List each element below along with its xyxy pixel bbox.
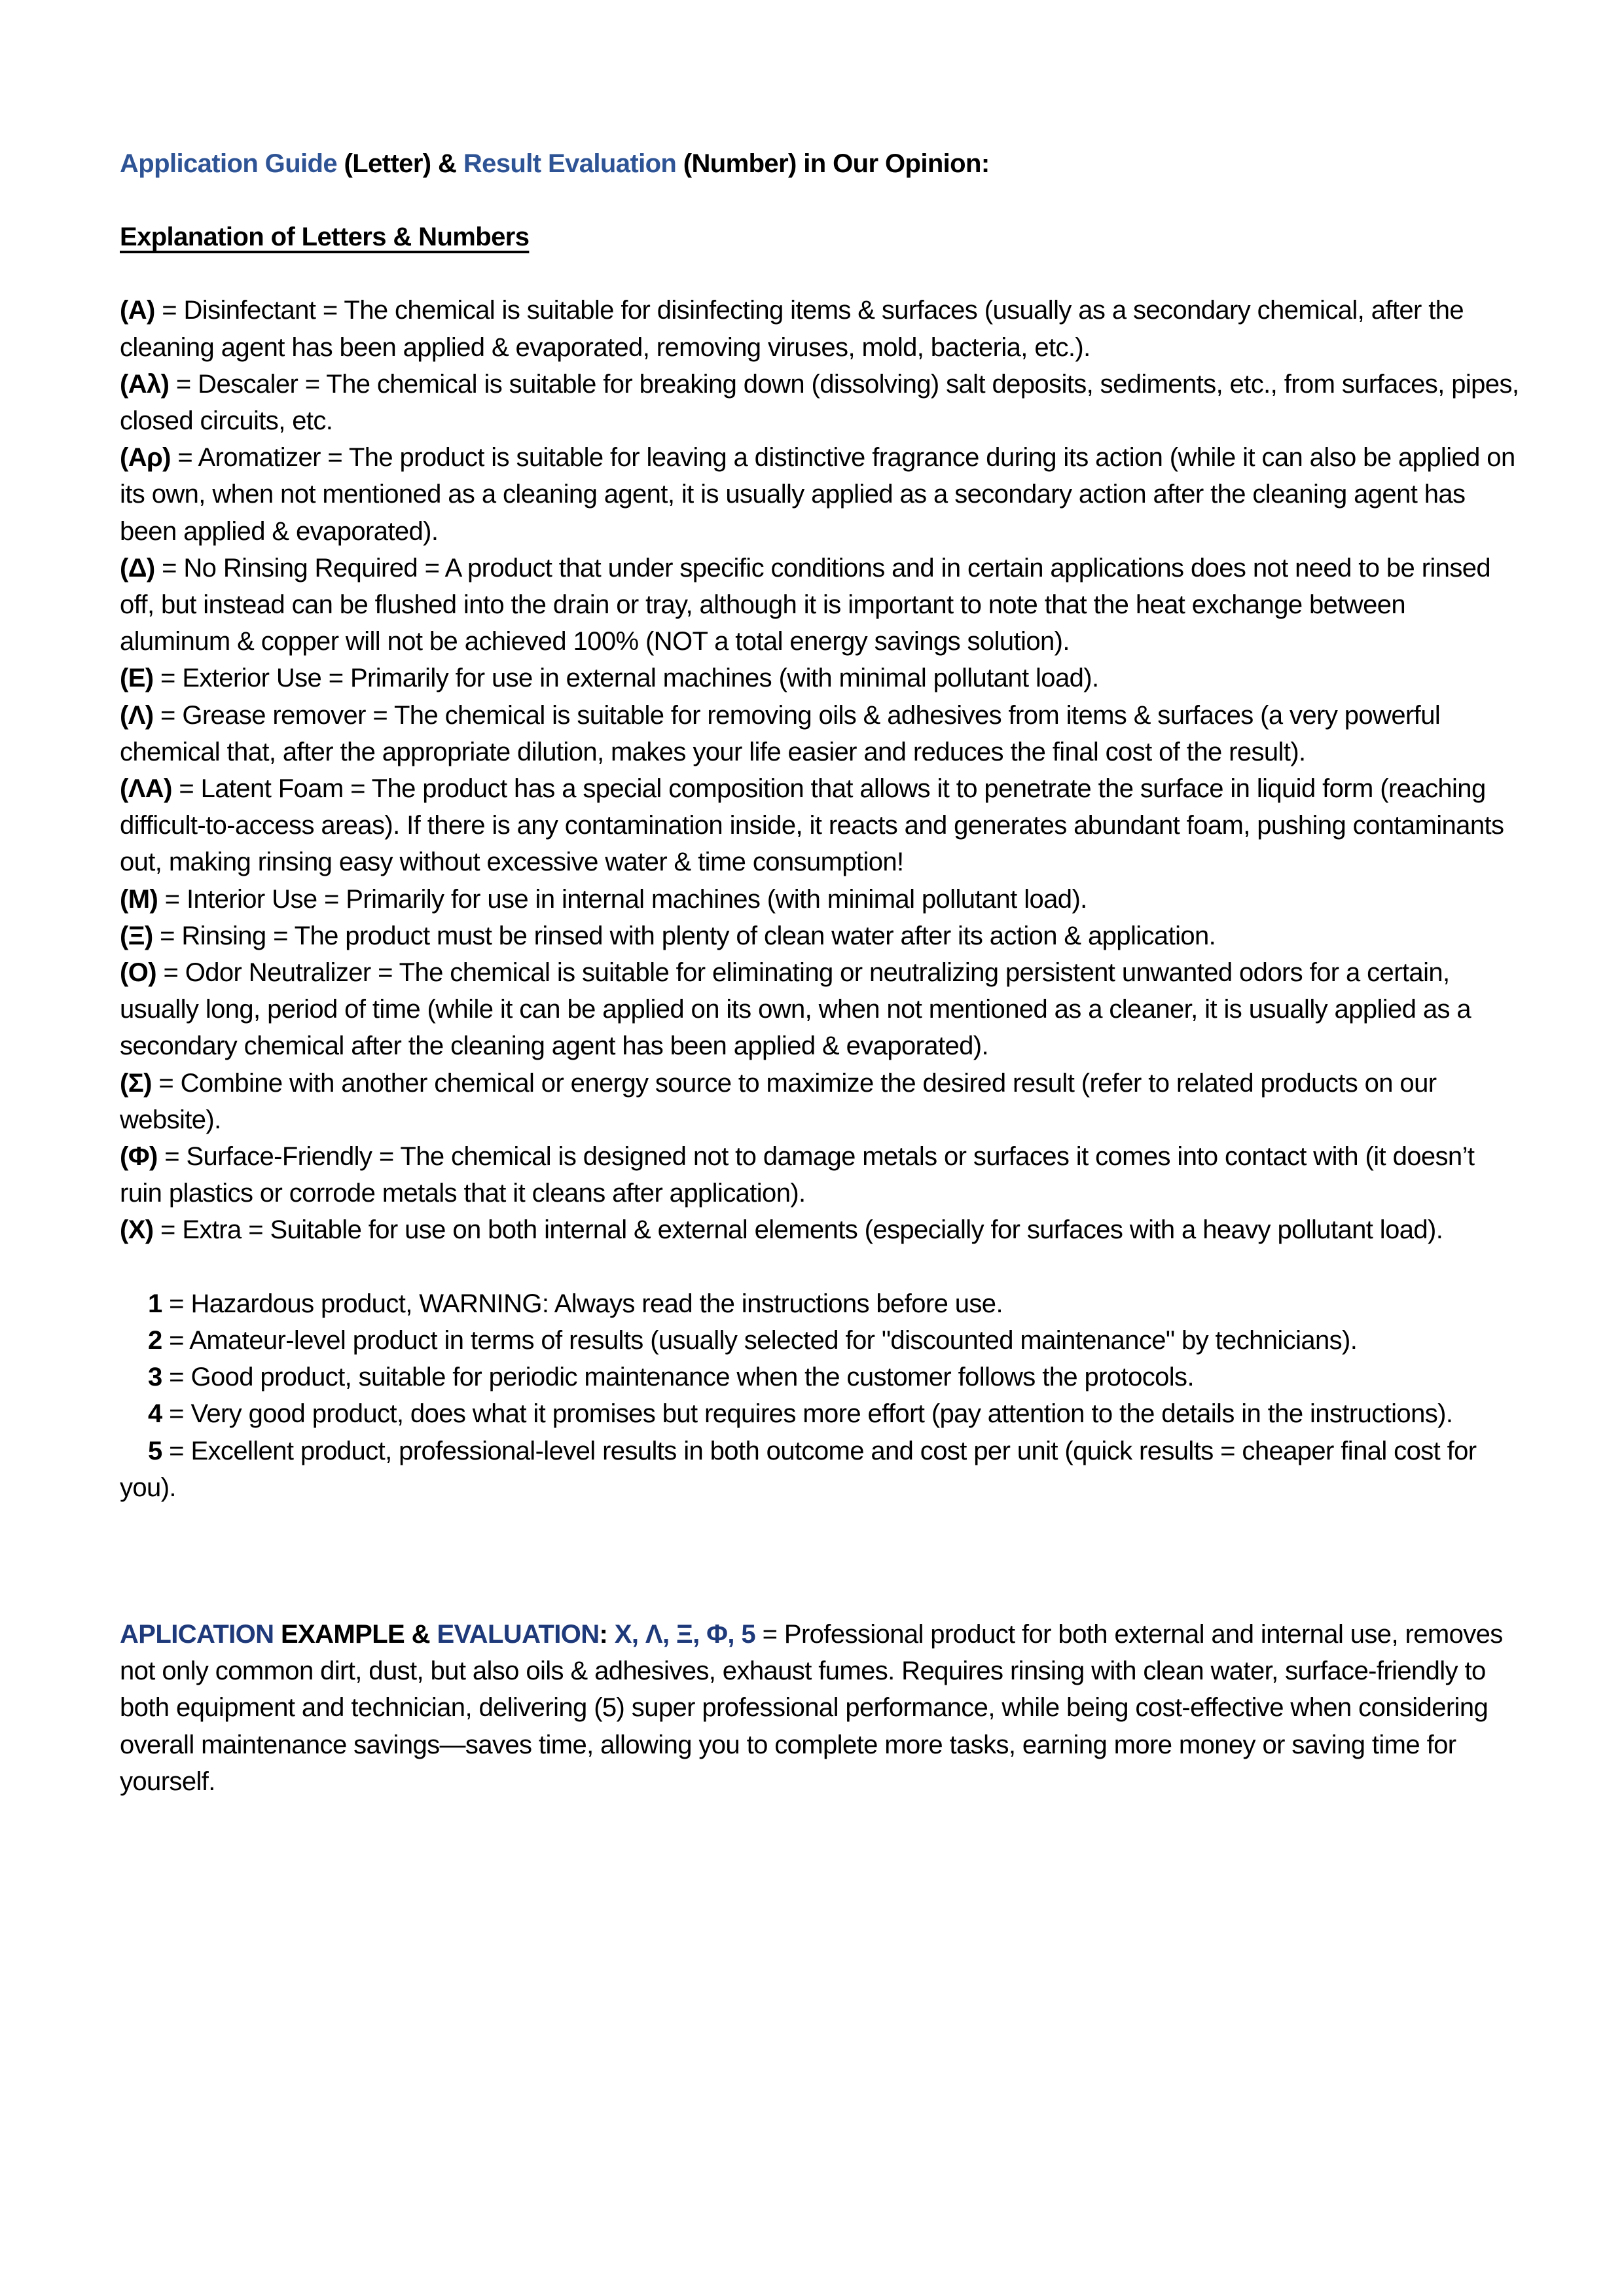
rating-text: = Very good product, does what it promises but requires more effort (pay attention to the details in the instructions). bbox=[162, 1399, 1453, 1429]
definition-item bbox=[120, 881, 1521, 918]
definition-code: (Ξ) bbox=[120, 921, 153, 950]
rating-item bbox=[120, 1395, 1521, 1432]
rating-number: 1 bbox=[148, 1289, 162, 1318]
example-label-application: APLICATION bbox=[120, 1619, 274, 1649]
definition-code: (Aρ) bbox=[120, 443, 171, 473]
rating-item bbox=[120, 1359, 1521, 1395]
rating-item bbox=[120, 1285, 1521, 1322]
definition-text: = Exterior Use = Primarily for use in external machines (with minimal pollutant load). bbox=[153, 664, 1099, 693]
definition-text: = Extra = Suitable for use on both internal & external elements (especially for surfaces with a heavy pollutant load). bbox=[153, 1215, 1443, 1245]
example-text: = Professional product for both external and internal use, removes not only common dirt, dust, but also oils & adhesives, exhaust fumes. Requires rinsing with clean water, surface-friendly to both equipment and technician, delivering (5) super professional performance, while being cost-effective when considering overall maintenance savings—saves time, allowing you to complete more tasks, earning more money or saving time for yourself. bbox=[120, 1619, 1503, 1796]
definition-code: (ΛA) bbox=[120, 774, 172, 804]
title-number: (Number) in Our Opinion: bbox=[676, 149, 990, 178]
definition-text: = Disinfectant = The chemical is suitable for disinfecting items & surfaces (usually as a secondary chemical, after the cleaning agent has been applied & evaporated, removing viruses, mold, bacteria, etc.). bbox=[120, 296, 1464, 362]
definition-item bbox=[120, 954, 1521, 1065]
example-label-example: EXAMPLE & bbox=[274, 1619, 437, 1649]
example-label-evaluation: EVALUATION bbox=[437, 1619, 600, 1649]
section-heading: Explanation of Letters & Numbers bbox=[120, 223, 530, 252]
title-letter: (Letter) & bbox=[337, 149, 463, 178]
definition-text: = Descaler = The chemical is suitable for breaking down (dissolving) salt deposits, sediments, etc., from surfaces, pipes, closed circuits, etc. bbox=[120, 369, 1519, 436]
rating-number: 5 bbox=[148, 1436, 162, 1465]
definition-text: = Combine with another chemical or energy source to maximize the desired result (refer to related products on our website). bbox=[120, 1068, 1437, 1134]
example-codes: X, Λ, Ξ, Φ, 5 bbox=[614, 1619, 756, 1649]
definition-text: = Surface-Friendly = The chemical is designed not to damage metals or surfaces it comes into contact with (it doesn’t ruin plastics or corrode metals that it cleans after application). bbox=[120, 1142, 1475, 1208]
definition-code: (X) bbox=[120, 1215, 154, 1245]
definition-code: (M) bbox=[120, 884, 158, 914]
rating-item bbox=[120, 1322, 1521, 1359]
rating-text: = Good product, suitable for periodic maintenance when the customer follows the protocols. bbox=[162, 1363, 1194, 1392]
rating-text: = Amateur-level product in terms of results (usually selected for "discounted maintenance" by technicians). bbox=[162, 1325, 1358, 1355]
document-page bbox=[120, 145, 1521, 1826]
definition-code: (Φ) bbox=[120, 1142, 158, 1172]
rating-number: 2 bbox=[148, 1325, 162, 1355]
rating-item bbox=[120, 1433, 1521, 1506]
title-result-evaluation: Result Evaluation bbox=[463, 149, 677, 178]
definition-item bbox=[120, 1065, 1521, 1138]
definition-item bbox=[120, 439, 1521, 550]
rating-text: = Excellent product, professional-level results in both outcome and cost per unit (quick results = cheaper final cost for you). bbox=[120, 1436, 1477, 1502]
definition-item bbox=[120, 550, 1521, 660]
title-application-guide: Application Guide bbox=[120, 149, 338, 178]
definition-item bbox=[120, 770, 1521, 881]
definition-item bbox=[120, 660, 1521, 696]
definition-item bbox=[120, 697, 1521, 770]
definition-code: (Aλ) bbox=[120, 369, 170, 399]
application-example bbox=[120, 1616, 1521, 1800]
definition-text: = Rinsing = The product must be rinsed with plenty of clean water after its action & application. bbox=[153, 921, 1216, 950]
example-label-colon: : bbox=[599, 1619, 615, 1649]
definition-text: = No Rinsing Required = A product that under specific conditions and in certain applications does not need to be rinsed off, but instead can be flushed into the drain or tray, although it is important to note that the heat exchange between aluminum & copper will not be achieved 100% (NOT a total energy savings solution). bbox=[120, 553, 1491, 656]
definition-text: = Latent Foam = The product has a special composition that allows it to penetrate the surface in liquid form (reaching difficult-to-access areas). If there is any contamination inside, it reacts and generates abundant foam, pushing contaminants out, making rinsing easy without excessive water & time consumption! bbox=[120, 774, 1504, 877]
ratings-list bbox=[120, 1285, 1521, 1506]
definition-item bbox=[120, 1138, 1521, 1211]
definition-code: (A) bbox=[120, 296, 155, 325]
rating-number: 3 bbox=[148, 1363, 162, 1392]
definition-code: (O) bbox=[120, 958, 156, 988]
definition-code: (Δ) bbox=[120, 553, 155, 583]
rating-number: 4 bbox=[148, 1399, 162, 1429]
page-title bbox=[120, 145, 1521, 182]
definition-text: = Interior Use = Primarily for use in internal machines (with minimal pollutant load). bbox=[158, 884, 1087, 914]
definition-item bbox=[120, 918, 1521, 954]
definition-item bbox=[120, 1211, 1521, 1248]
definition-item bbox=[120, 292, 1521, 365]
definition-code: (Σ) bbox=[120, 1068, 152, 1098]
definition-code: (Λ) bbox=[120, 700, 154, 730]
definition-text: = Odor Neutralizer = The chemical is suitable for eliminating or neutralizing persistent unwanted odors for a certain, usually long, period of time (while it can be applied on its own, when not mentioned as a cleaner, it is usually applied as a secondary chemical after the cleaning agent has been applied & evaporated). bbox=[120, 958, 1471, 1061]
rating-text: = Hazardous product, WARNING: Always read the instructions before use. bbox=[162, 1289, 1003, 1318]
definition-item bbox=[120, 366, 1521, 439]
definition-text: = Grease remover = The chemical is suitable for removing oils & adhesives from items & surfaces (a very powerful chemical that, after the appropriate dilution, makes your life easier and reduces the final cost of the result). bbox=[120, 700, 1441, 766]
definitions-list bbox=[120, 292, 1521, 1248]
definition-text: = Aromatizer = The product is suitable for leaving a distinctive fragrance during its action (while it can also be applied on its own, when not mentioned as a cleaning agent, it is usually applied as a secondary action after the cleaning agent has been applied & evaporated). bbox=[120, 443, 1515, 546]
definition-code: (E) bbox=[120, 664, 154, 693]
